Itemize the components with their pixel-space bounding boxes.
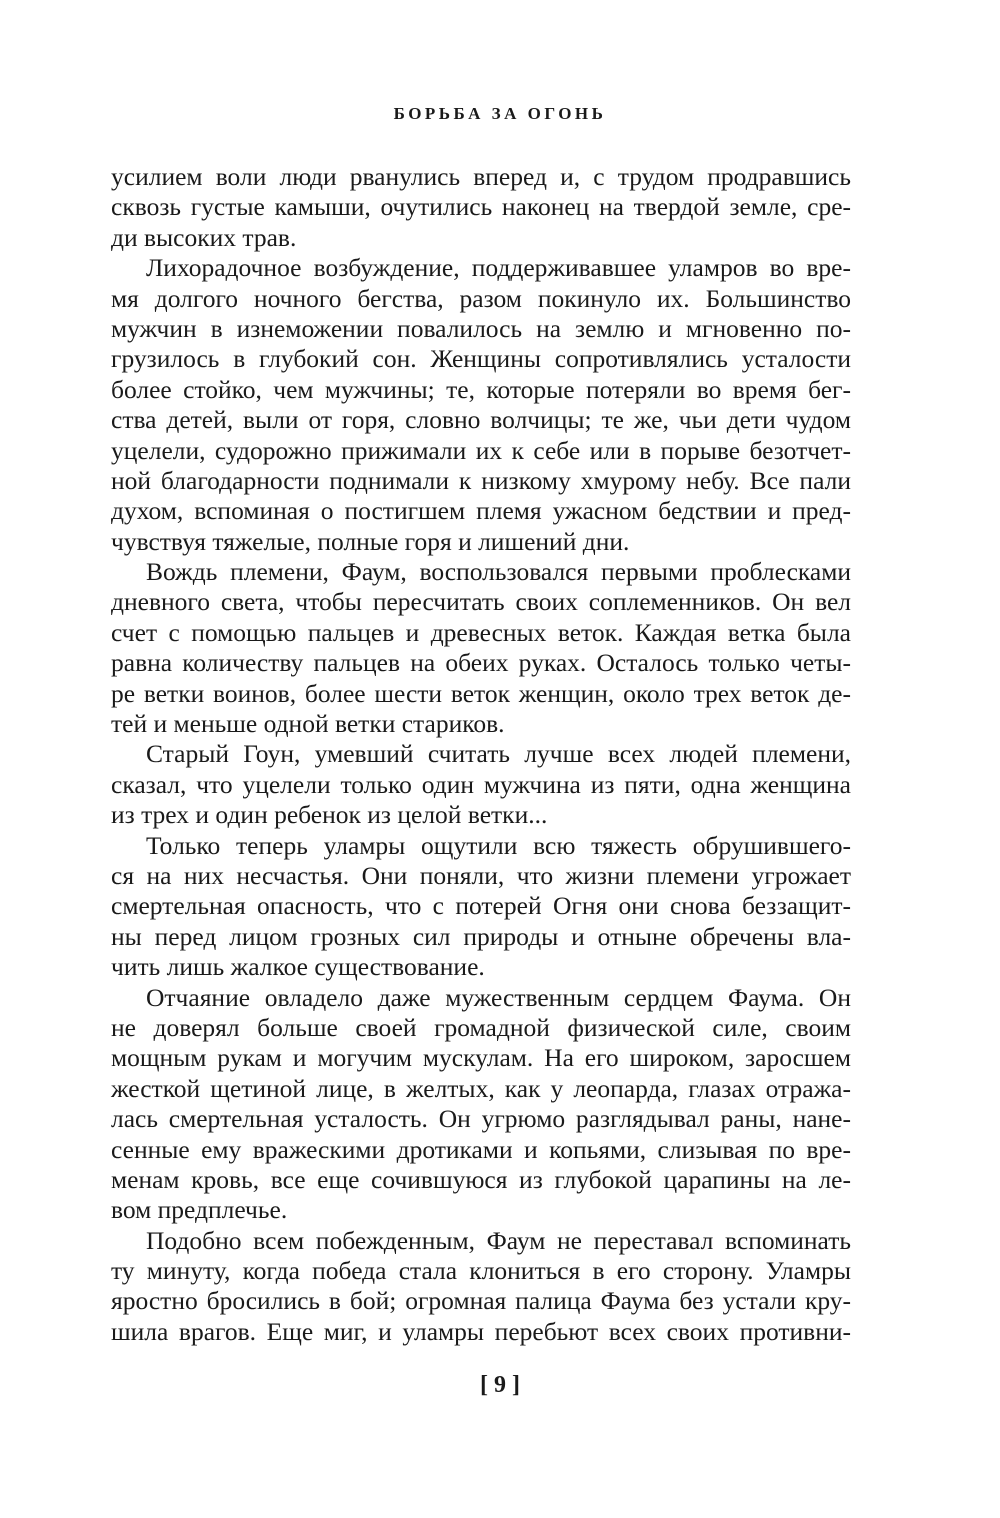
text-line: Подобно всем побежденным, Фаум не переставал вспоминать bbox=[146, 1225, 851, 1255]
text-line: чить лишь жалкое существование. bbox=[111, 952, 485, 982]
text-line: уцелели, судорожно прижимали их к себе или в порыве безотчет- bbox=[111, 435, 851, 465]
text-line: Только теперь уламры ощутили всю тяжесть обрушившего- bbox=[146, 830, 851, 860]
text-line: усилием воли люди рванулись вперед и, с трудом продравшись bbox=[111, 162, 851, 191]
text-line: не доверял больше своей громадной физической силе, своим bbox=[111, 1012, 851, 1042]
text-line: вом предплечье. bbox=[111, 1195, 288, 1225]
text-line: мя долгого ночного бегства, разом покинуло их. Большинство bbox=[111, 283, 851, 313]
text-line: из трех и один ребенок из целой ветки... bbox=[111, 800, 548, 830]
text-line: сенные ему вражескими дротиками и копьями, слизывая по вре- bbox=[111, 1134, 851, 1164]
text-line: лась смертельная усталость. Он угрюмо разглядывал раны, нане- bbox=[111, 1104, 851, 1134]
text-line: сказал, что уцелели только один мужчина из пяти, одна женщина bbox=[111, 769, 851, 799]
text-line: дневного света, чтобы пересчитать своих соплеменников. Он вел bbox=[111, 587, 851, 617]
body-text bbox=[111, 162, 851, 1347]
text-line: жесткой щетиной лице, в желтых, как у леопарда, глазах отража- bbox=[111, 1073, 851, 1103]
text-line: ны перед лицом грозных сил природы и отныне обречены вла- bbox=[111, 921, 851, 951]
text-line: яростно бросились в бой; огромная палица Фаума без устали кру- bbox=[111, 1286, 851, 1316]
text-line: ту минуту, когда победа стала клониться в его сторону. Уламры bbox=[111, 1256, 851, 1286]
text-line: грузилось в глубокий сон. Женщины сопротивлялись усталости bbox=[111, 344, 851, 374]
text-line: ства детей, выли от горя, словно волчицы; те же, чьи дети чудом bbox=[111, 405, 851, 435]
text-line: более стойко, чем мужчины; те, которые потеряли во время бег- bbox=[111, 374, 851, 404]
text-line: равна количеству пальцев на обеих руках. Осталось только четы- bbox=[111, 648, 851, 678]
running-head: БОРЬБА ЗА ОГОНЬ bbox=[393, 104, 607, 123]
text-line: ной благодарности поднимали к низкому хмурому небу. Все пали bbox=[111, 465, 851, 495]
text-line: Отчаяние овладело даже мужественным сердцем Фаума. Он bbox=[146, 982, 851, 1012]
text-line: шила врагов. Еще миг, и уламры перебьют всех своих противни- bbox=[111, 1316, 851, 1346]
text-line: счет с помощью пальцев и древесных веток. Каждая ветка была bbox=[111, 617, 851, 647]
text-line: сквозь густые камыши, очутились наконец на твердой земле, сре- bbox=[111, 192, 851, 222]
text-line: смертельная опасность, что с потерей Огня они снова беззащит- bbox=[111, 891, 851, 921]
text-line: тей и меньше одной ветки стариков. bbox=[111, 709, 505, 739]
text-line: мощным рукам и могучим мускулам. На его широком, заросшем bbox=[111, 1043, 851, 1073]
page-number: [ 9 ] bbox=[480, 1372, 520, 1398]
text-line: ди высоких трав. bbox=[111, 222, 297, 252]
text-line: Вождь племени, Фаум, воспользовался первыми проблесками bbox=[146, 557, 851, 587]
text-line: чувствуя тяжелые, полные горя и лишений дни. bbox=[111, 526, 630, 556]
text-line: духом, вспоминая о постигшем племя ужасном бедствии и пред- bbox=[111, 496, 851, 526]
text-line: менам кровь, все еще сочившуюся из глубокой царапины на ле- bbox=[111, 1164, 851, 1194]
text-line: мужчин в изнеможении повалилось на землю и мгновенно по- bbox=[111, 313, 851, 343]
text-line: ся на них несчастья. Они поняли, что жизни племени угрожает bbox=[111, 860, 851, 890]
text-line: Лихорадочное возбуждение, поддерживавшее уламров во вре- bbox=[146, 253, 851, 283]
text-line: Старый Гоун, умевший считать лучше всех людей племени, bbox=[146, 739, 851, 769]
text-line: ре ветки воинов, более шести веток женщин, около трех веток де- bbox=[111, 678, 851, 708]
